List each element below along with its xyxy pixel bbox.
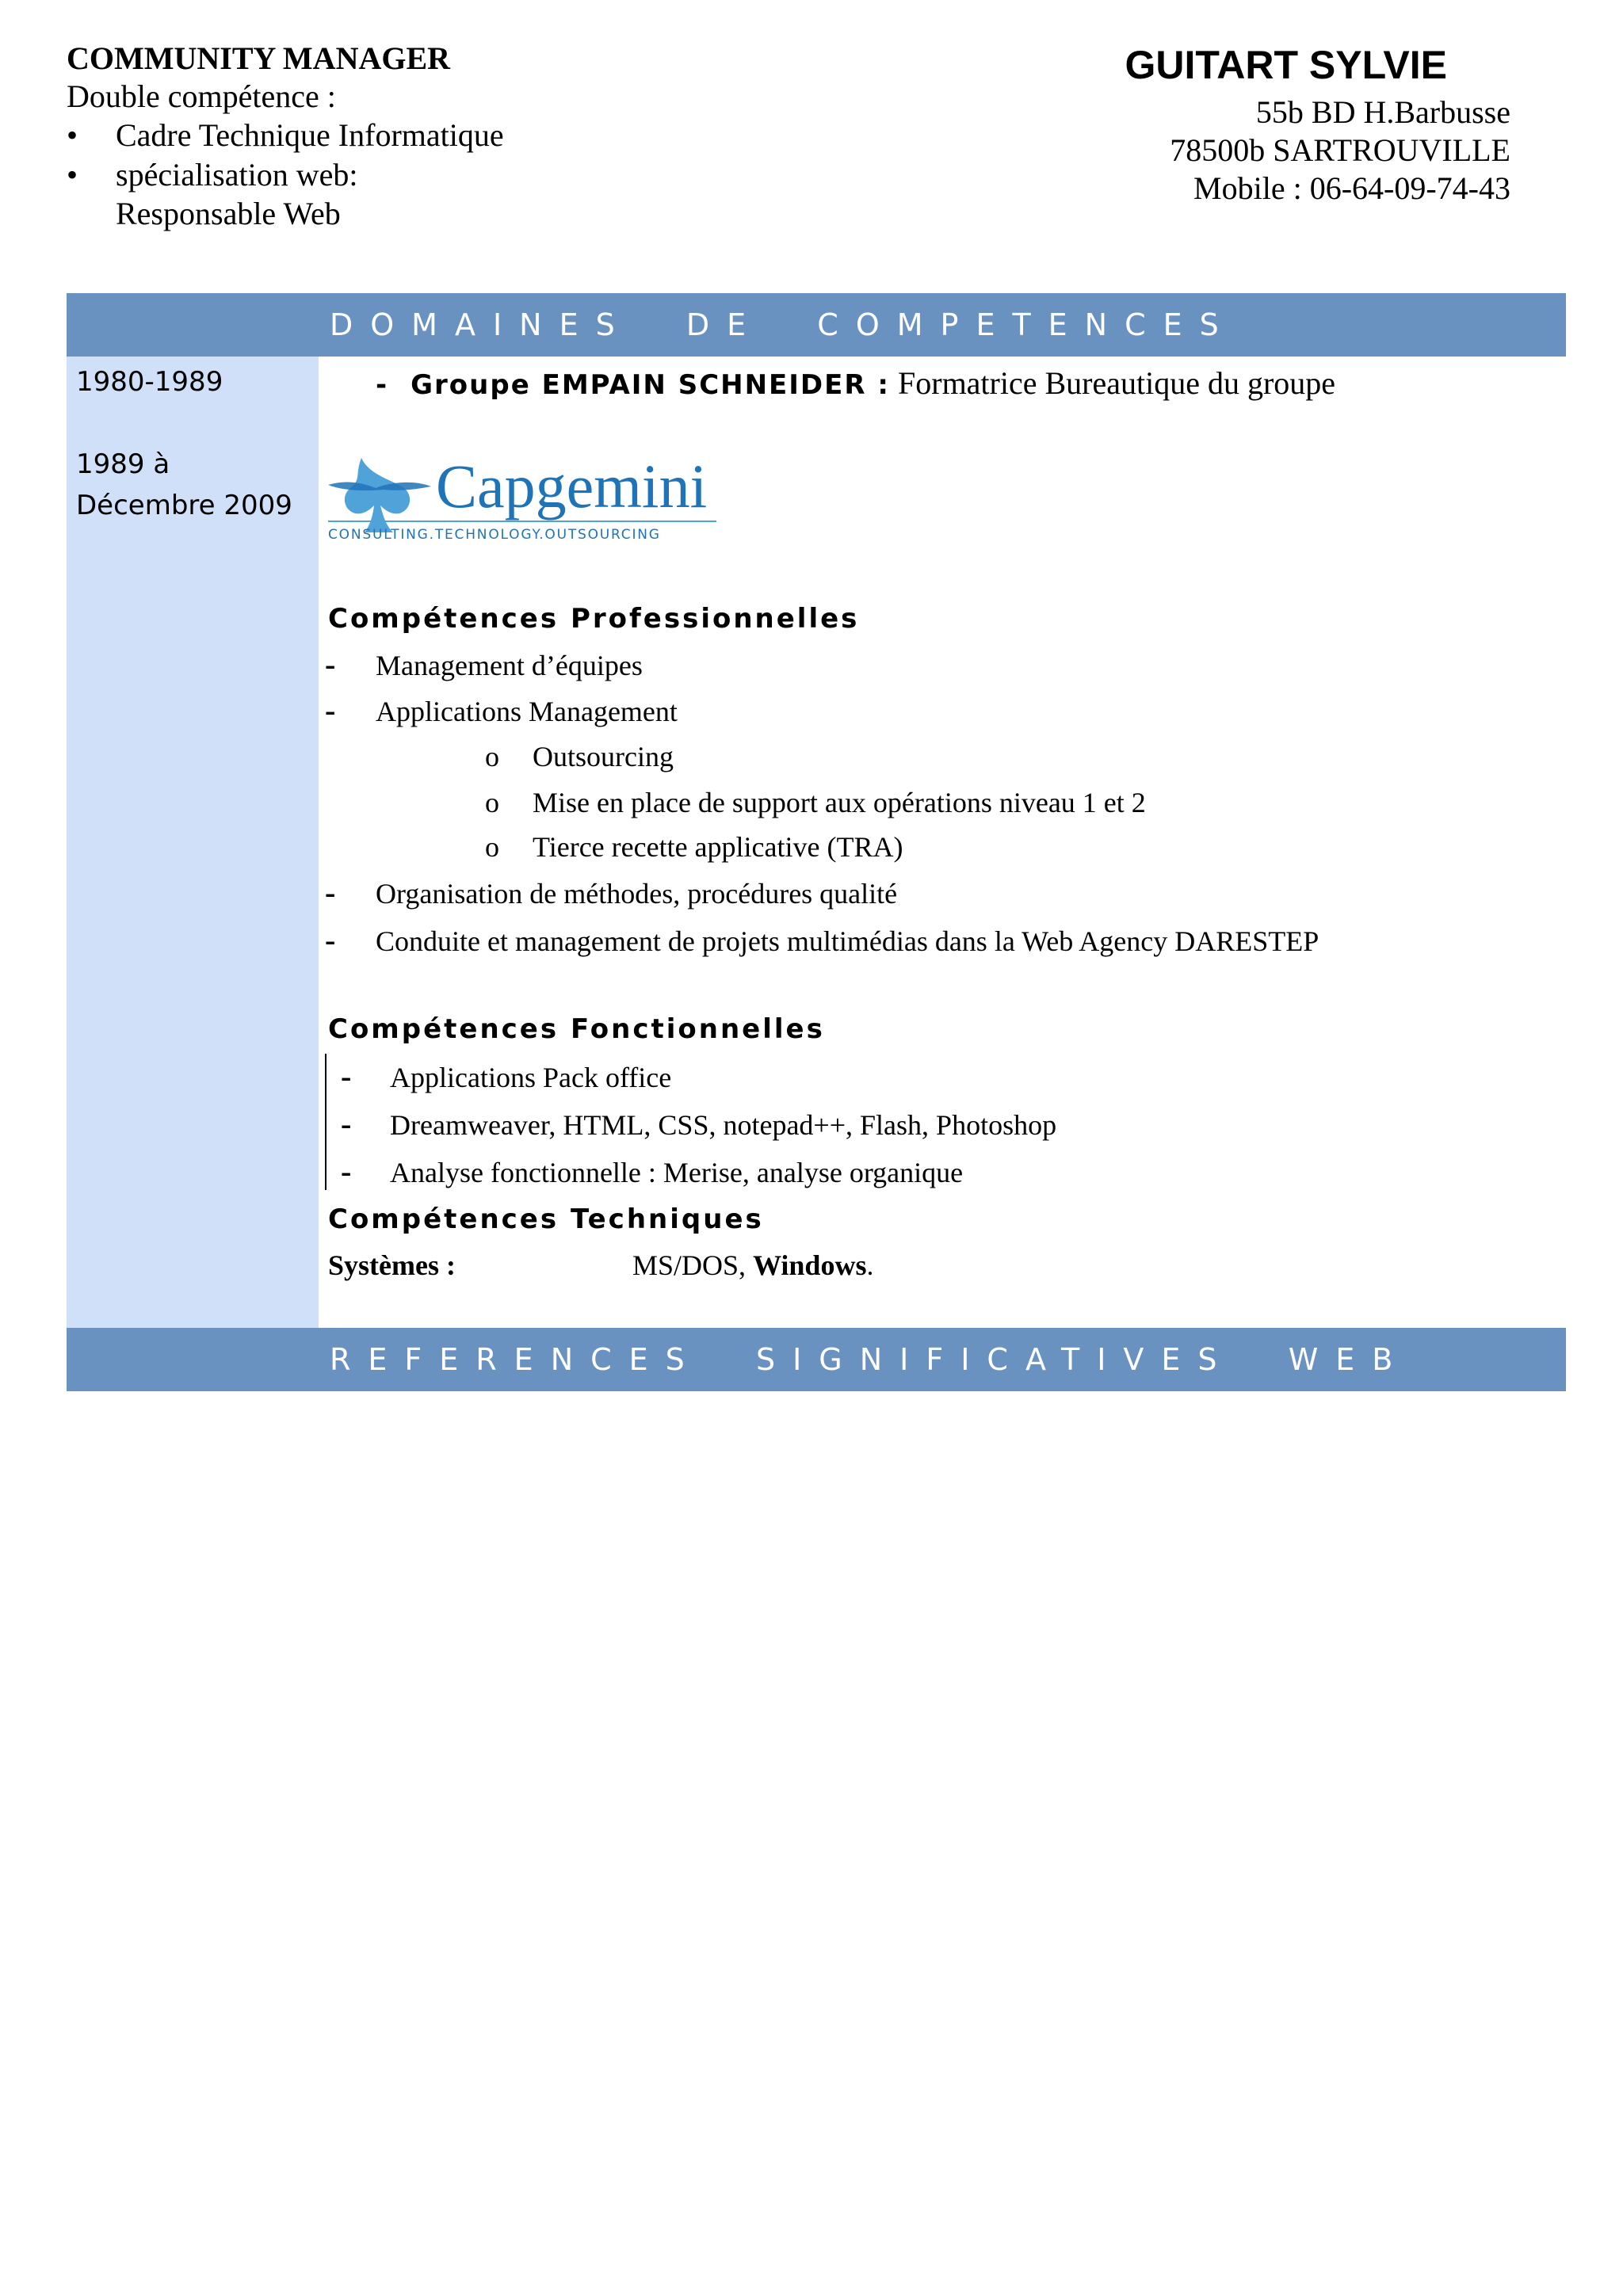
address-city: 78500b SARTROUVILLE [1170,132,1510,168]
bullet-item: • Cadre Technique Informatique [67,117,504,153]
list-item: - Organisation de méthodes, procédures qualité [325,875,898,910]
dash-marker: - [341,1058,352,1094]
experience-line [376,364,1335,402]
bullet-continuation: Responsable Web [116,196,341,231]
role-description: Formatrice Bureautique du groupe [890,365,1336,401]
logo-wordmark: Capgemini [436,452,708,521]
sub-list-item: o Outsourcing [485,738,674,775]
bullet-icon: • [67,117,78,153]
heading-competences-fonc: Compétences Fonctionnelles [328,1013,825,1045]
section-title: DOMAINES DE COMPETENCES [330,307,1236,342]
sub-list-item: o Mise en place de support aux opérations niveau 1 et 2 [485,784,1146,821]
date-period-2-start: 1989 à [76,448,170,480]
dash-marker: - [325,692,336,728]
logo-tagline: CONSULTING.TECHNOLOGY.OUTSOURCING [328,527,661,543]
dash-marker: - [341,1106,352,1142]
list-border [325,1054,327,1190]
capgemini-spade-icon [328,452,724,547]
dash-marker: - [341,1154,352,1189]
heading-competences-tech: Compétences Techniques [328,1203,764,1235]
company-name: Groupe EMPAIN SCHNEIDER : [411,369,890,401]
bullet-icon: • [67,157,78,193]
systems-value: MS/DOS, Windows. [632,1249,874,1281]
dash-marker: - [325,646,336,682]
circle-bullet-icon: o [485,741,499,772]
person-name: GUITART SYLVIE [1125,43,1447,87]
address-street: 55b BD H.Barbusse [1255,94,1510,130]
dash-marker: - [325,922,336,958]
list-item: - Dreamweaver, HTML, CSS, notepad++, Flash, Photoshop [341,1106,1057,1142]
systems-label: Systèmes : [328,1249,456,1281]
section-title: REFERENCES SIGNIFICATIVES WEB [330,1342,1411,1377]
dash-marker: - [325,875,336,910]
date-period-1: 1980-1989 [76,366,223,398]
mobile-number: Mobile : 06-64-09-74-43 [1193,170,1510,206]
section-bar-domaines [67,293,1566,357]
circle-bullet-icon: o [485,831,499,863]
job-title: COMMUNITY MANAGER [67,40,451,76]
sub-list-item: o Tierce recette applicative (TRA) [485,829,903,865]
list-item: - Applications Pack office [341,1058,672,1094]
list-item: - Management d’équipes [325,646,643,682]
capgemini-logo [328,452,724,547]
list-item: - Applications Management [325,692,678,728]
section-bar-references [67,1328,1566,1391]
circle-bullet-icon: o [485,787,499,818]
date-period-2-end: Décembre 2009 [76,490,292,521]
subtitle: Double compétence : [67,78,336,114]
bullet-item: • spécialisation web: [67,157,358,193]
dash-marker: - [376,369,388,401]
list-item: - Analyse fonctionnelle : Merise, analyse organique [341,1154,964,1189]
heading-competences-pro: Compétences Professionnelles [328,603,860,635]
list-item: - Conduite et management de projets multimédias dans la Web Agency DARESTEP [325,922,1319,958]
